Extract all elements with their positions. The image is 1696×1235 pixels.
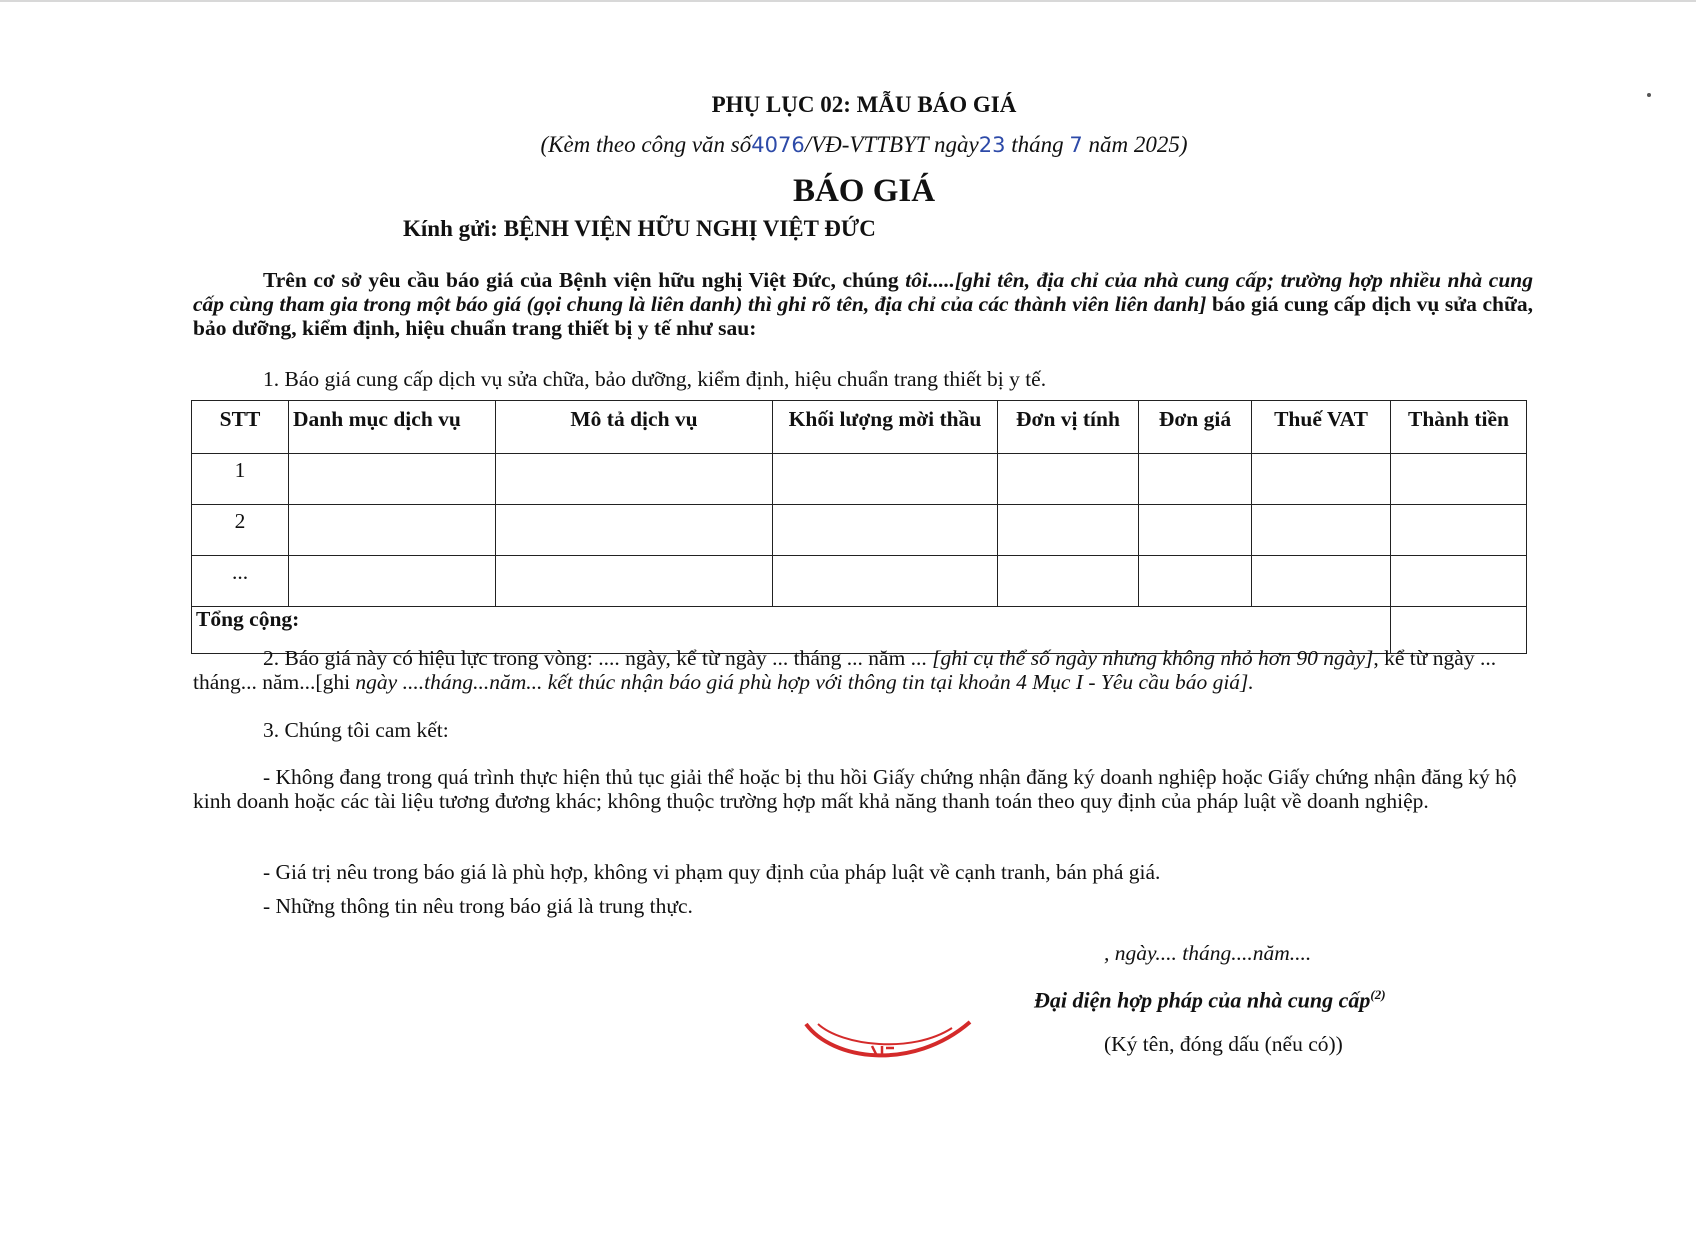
table-cell[interactable]	[1391, 505, 1527, 556]
table-cell[interactable]	[1139, 505, 1252, 556]
commitment-3: - Những thông tin nêu trong báo giá là trung thực.	[263, 894, 693, 918]
table-row	[192, 454, 1527, 505]
reference-suffix: năm 2025)	[1082, 132, 1188, 157]
item-1: 1. Báo giá cung cấp dịch vụ sửa chữa, bảo dưỡng, kiểm định, hiệu chuẩn trang thiết bị y tế.	[263, 367, 1047, 391]
signature-note: (Ký tên, đóng dấu (nếu có))	[1104, 1032, 1343, 1056]
table-cell[interactable]	[998, 556, 1139, 607]
table-row	[192, 556, 1527, 607]
commitment-2: - Giá trị nêu trong báo giá là phù hợp, không vi phạm quy định của pháp luật về cạnh tranh, bán phá giá.	[263, 860, 1161, 884]
header-amount: Thành tiền	[1391, 401, 1527, 454]
table-cell[interactable]	[1391, 556, 1527, 607]
table-cell[interactable]	[289, 454, 496, 505]
header-vat: Thuế VAT	[1252, 401, 1391, 454]
table-cell[interactable]	[289, 505, 496, 556]
intro-tail: báo giá cung cấp dịch vụ sửa chữa, bảo dưỡng, kiểm định, hiệu chuẩn trang thiết bị y tế như sau:	[193, 292, 1533, 340]
header-service-description: Mô tả dịch vụ	[496, 401, 773, 454]
table-cell[interactable]	[289, 556, 496, 607]
signature-date-line: , ngày.... tháng....năm....	[1104, 941, 1312, 965]
row-stt: 1	[192, 454, 289, 505]
item-2-lead: 2. Báo giá này có hiệu lực trong vòng: .... ngày, kể từ ngày ... tháng ... năm ...	[263, 646, 933, 670]
table-cell[interactable]	[1139, 556, 1252, 607]
table-cell[interactable]	[496, 454, 773, 505]
intro-paragraph	[193, 268, 1533, 340]
table-cell[interactable]	[1252, 505, 1391, 556]
intro-lead: Trên cơ sở yêu cầu báo giá của Bệnh viện hữu nghị Việt Đức, chúng	[263, 268, 906, 292]
table-cell[interactable]	[1252, 556, 1391, 607]
handwritten-number: 4076	[751, 133, 805, 157]
table-cell[interactable]	[496, 505, 773, 556]
table-cell[interactable]	[998, 505, 1139, 556]
header-quantity: Khối lượng mời thầu	[773, 401, 998, 454]
table-cell[interactable]	[773, 505, 998, 556]
row-stt: 2	[192, 505, 289, 556]
table-cell[interactable]	[1139, 454, 1252, 505]
header-service-list: Danh mục dịch vụ	[289, 401, 496, 454]
table-cell[interactable]	[998, 454, 1139, 505]
scan-edge	[0, 0, 1696, 2]
table-cell[interactable]	[1252, 454, 1391, 505]
row-stt: ...	[192, 556, 289, 607]
red-stamp-fragment	[802, 1016, 974, 1076]
total-label: Tổng cộng:	[192, 607, 1391, 654]
signature-title	[1034, 987, 1386, 1013]
table-cell[interactable]	[1391, 454, 1527, 505]
item-2-mid: , kể từ ngày ... tháng... năm...[ghi	[193, 646, 1497, 694]
appendix-title: PHỤ LỤC 02: MẪU BÁO GIÁ	[711, 92, 1017, 117]
header-unit: Đơn vị tính	[998, 401, 1139, 454]
signature-footnote-mark: (2)	[1370, 987, 1386, 1002]
table-cell[interactable]	[496, 556, 773, 607]
header-stt: STT	[192, 401, 289, 454]
item-3: 3. Chúng tôi cam kết:	[263, 718, 449, 742]
handwritten-day: 23	[978, 133, 1006, 157]
table-cell[interactable]	[773, 556, 998, 607]
document-title: BÁO GIÁ	[792, 173, 936, 209]
commitment-1: - Không đang trong quá trình thực hiện thủ tục giải thể hoặc bị thu hồi Giấy chứng nhận đăng ký doanh nghiệp hoặc Giấy chứng nhận đăng ký hộ kinh doanh hoặc các tài liệu tương đương khác; không thuộc trường hợp mất khả năng thanh toán theo quy định của pháp luật về doanh nghiệp.	[193, 765, 1517, 813]
handwritten-month: 7	[1069, 133, 1083, 157]
header-unit-price: Đơn giá	[1139, 401, 1252, 454]
reference-line	[0, 132, 1696, 158]
reference-month-label: tháng	[1005, 132, 1070, 157]
quote-table	[191, 400, 1527, 654]
reference-prefix: (Kèm theo công văn số	[540, 132, 752, 157]
table-row	[192, 505, 1527, 556]
item-2-placeholder-date: ngày ....tháng...năm... kết thúc nhận báo giá phù hợp với thông tin tại khoản 4 Mục I - Yêu cầu báo giá].	[355, 670, 1254, 694]
item-2	[193, 646, 1533, 694]
signature-title-text: Đại diện hợp pháp của nhà cung cấp	[1034, 987, 1371, 1013]
reference-mid: /VĐ-VTTBYT ngày	[804, 132, 979, 157]
table-cell[interactable]	[773, 454, 998, 505]
item-2-placeholder-days: [ghi cụ thể số ngày nhưng không nhỏ hơn 90 ngày]	[932, 646, 1374, 670]
intro-placeholder: tôi.....[ghi tên, địa chỉ của nhà cung cấp; trường hợp nhiều nhà cung cấp cùng tham gia trong một báo giá (gọi chung là liên danh) thì ghi rõ tên, địa chỉ của các thành viên liên danh]	[193, 268, 1533, 316]
table-header-row	[192, 401, 1527, 454]
recipient-line: Kính gửi: BỆNH VIỆN HỮU NGHỊ VIỆT ĐỨC	[403, 216, 876, 241]
